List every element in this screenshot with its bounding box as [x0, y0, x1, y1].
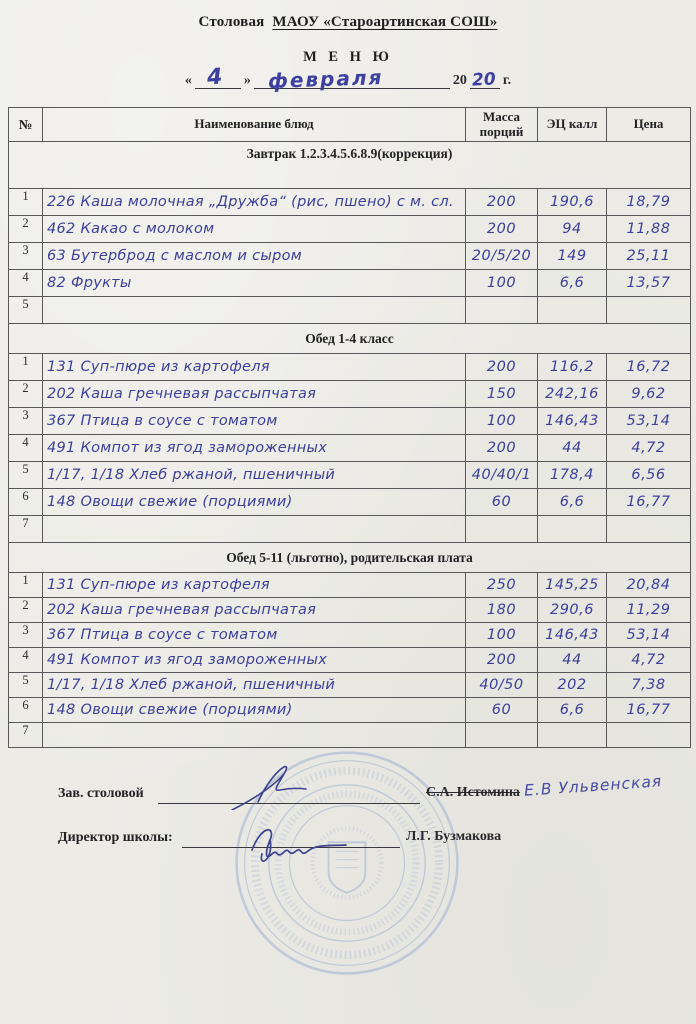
kcal-value: 116,2: [538, 354, 607, 381]
menu-row: [9, 489, 691, 516]
dish-name: 148 Овощи свежие (порциями): [43, 489, 466, 516]
price-value: [607, 297, 691, 324]
dish-name: 82 Фрукты: [43, 270, 466, 297]
price-value: 13,57: [607, 270, 691, 297]
kcal-value: 6,6: [538, 698, 607, 723]
menu-row: [9, 723, 691, 748]
section-lunch-5-11: [9, 543, 691, 748]
kcal-value: 146,43: [538, 623, 607, 648]
price-value: [607, 723, 691, 748]
row-number: 5: [9, 462, 43, 489]
row-number: 4: [9, 648, 43, 673]
dish-name: 367 Птица в соусе с томатом: [43, 408, 466, 435]
row-number: 2: [9, 216, 43, 243]
price-value: 11,88: [607, 216, 691, 243]
price-value: 20,84: [607, 573, 691, 598]
price-value: 53,14: [607, 623, 691, 648]
kcal-value: 44: [538, 648, 607, 673]
menu-row: [9, 216, 691, 243]
dish-name: 226 Каша молочная „Дружба“ (рис, пшено) с м. сл.: [43, 189, 466, 216]
row-number: 7: [9, 723, 43, 748]
year-prefix: 20: [452, 73, 467, 88]
col-header-mass: Масса порций: [466, 108, 538, 142]
kcal-value: 145,25: [538, 573, 607, 598]
row-number: 1: [9, 573, 43, 598]
menu-row: [9, 270, 691, 297]
manager-name-printed: С.А. Истомина: [426, 785, 520, 800]
menu-row: [9, 623, 691, 648]
menu-row: [9, 381, 691, 408]
kcal-value: [538, 723, 607, 748]
quote-close: »: [243, 73, 251, 88]
kcal-value: 44: [538, 435, 607, 462]
price-value: 16,77: [607, 489, 691, 516]
mass-value: [466, 297, 538, 324]
price-value: 11,29: [607, 598, 691, 623]
handwritten-year: 20: [471, 69, 497, 91]
table-header: [9, 108, 691, 142]
mass-value: 200: [466, 189, 538, 216]
menu-title: М Е Н Ю: [303, 49, 393, 65]
mass-value: 100: [466, 270, 538, 297]
mass-value: 200: [466, 648, 538, 673]
mass-value: 100: [466, 623, 538, 648]
row-number: 6: [9, 489, 43, 516]
handwritten-day: 4: [206, 64, 224, 91]
menu-row: [9, 462, 691, 489]
price-value: 4,72: [607, 648, 691, 673]
section-breakfast: [9, 142, 691, 324]
year-blank: [470, 68, 500, 89]
dish-name: 367 Птица в соусе с томатом: [43, 623, 466, 648]
handwritten-month: февраля: [267, 64, 384, 94]
price-value: [607, 516, 691, 543]
dish-name: [43, 723, 466, 748]
dish-name: 63 Бутерброд с маслом и сыром: [43, 243, 466, 270]
dish-name: 462 Какао с молоком: [43, 216, 466, 243]
manager-signature: [228, 758, 358, 810]
menu-row: [9, 673, 691, 698]
col-header-dish: Наименование блюд: [43, 108, 466, 142]
director-signature: [246, 816, 386, 868]
row-number: 2: [9, 598, 43, 623]
col-header-kcal: ЭЦ калл: [538, 108, 607, 142]
row-number: 5: [9, 673, 43, 698]
dish-name: [43, 297, 466, 324]
mass-value: 200: [466, 354, 538, 381]
org-prefix: Столовая: [198, 14, 265, 30]
dish-name: [43, 516, 466, 543]
mass-value: 60: [466, 489, 538, 516]
menu-row: [9, 698, 691, 723]
mass-value: [466, 723, 538, 748]
dish-name: 131 Суп-пюре из картофеля: [43, 573, 466, 598]
price-value: 6,56: [607, 462, 691, 489]
row-number: 6: [9, 698, 43, 723]
dish-name: 202 Каша гречневая рассыпчатая: [43, 381, 466, 408]
kcal-value: 290,6: [538, 598, 607, 623]
price-value: 9,62: [607, 381, 691, 408]
dish-name: 148 Овощи свежие (порциями): [43, 698, 466, 723]
section-title-row: [9, 543, 691, 573]
mass-value: [466, 516, 538, 543]
col-header-number: №: [9, 108, 43, 142]
menu-row: [9, 408, 691, 435]
kcal-value: [538, 297, 607, 324]
dish-name: 131 Суп-пюре из картофеля: [43, 354, 466, 381]
year-suffix: г.: [502, 73, 512, 88]
manager-name-handwritten: Е.В Ульвенская: [523, 772, 663, 800]
mass-value: 100: [466, 408, 538, 435]
menu-row: [9, 435, 691, 462]
mass-value: 20/5/20: [466, 243, 538, 270]
price-value: 25,11: [607, 243, 691, 270]
mass-value: 200: [466, 216, 538, 243]
menu-row: [9, 598, 691, 623]
menu-table: [8, 107, 691, 748]
price-value: 16,77: [607, 698, 691, 723]
row-number: 7: [9, 516, 43, 543]
manager-label: Зав. столовой: [58, 786, 144, 801]
row-number: 5: [9, 297, 43, 324]
section-title-row: [9, 324, 691, 354]
section-title-row: [9, 142, 691, 189]
kcal-value: [538, 516, 607, 543]
price-value: 7,38: [607, 673, 691, 698]
dish-name: 491 Компот из ягод замороженных: [43, 648, 466, 673]
org-name: МАОУ «Староартинская СОШ»: [272, 14, 498, 30]
organization-title: [0, 14, 696, 31]
mass-value: 40/40/1: [466, 462, 538, 489]
price-value: 16,72: [607, 354, 691, 381]
row-number: 3: [9, 408, 43, 435]
quote-open: «: [184, 73, 192, 88]
kcal-value: 149: [538, 243, 607, 270]
row-number: 1: [9, 189, 43, 216]
col-header-price: Цена: [607, 108, 691, 142]
row-number: 4: [9, 270, 43, 297]
row-number: 1: [9, 354, 43, 381]
kcal-value: 178,4: [538, 462, 607, 489]
menu-row: [9, 189, 691, 216]
price-value: 53,14: [607, 408, 691, 435]
kcal-value: 94: [538, 216, 607, 243]
dish-name: 1/17, 1/18 Хлеб ржаной, пшеничный: [43, 673, 466, 698]
date-line: [0, 64, 696, 94]
price-value: 18,79: [607, 189, 691, 216]
kcal-value: 146,43: [538, 408, 607, 435]
mass-value: 250: [466, 573, 538, 598]
menu-row: [9, 648, 691, 673]
mass-value: 180: [466, 598, 538, 623]
dish-name: 491 Компот из ягод замороженных: [43, 435, 466, 462]
menu-row: [9, 243, 691, 270]
price-value: 4,72: [607, 435, 691, 462]
kcal-value: 6,6: [538, 489, 607, 516]
section-title-breakfast: Завтрак 1.2.3.4.5.6.8.9(коррекция): [9, 142, 691, 189]
section-title-lunch-5-11: Обед 5-11 (льготно), родительская плата: [9, 543, 691, 573]
row-number: 3: [9, 623, 43, 648]
menu-row: [9, 573, 691, 598]
kcal-value: 190,6: [538, 189, 607, 216]
kcal-value: 202: [538, 673, 607, 698]
mass-value: 150: [466, 381, 538, 408]
document-header: [0, 14, 696, 94]
row-number: 4: [9, 435, 43, 462]
row-number: 3: [9, 243, 43, 270]
menu-row: [9, 297, 691, 324]
day-blank: [195, 64, 241, 91]
section-lunch-1-4: [9, 324, 691, 543]
mass-value: 40/50: [466, 673, 538, 698]
kcal-value: 6,6: [538, 270, 607, 297]
kcal-value: 242,16: [538, 381, 607, 408]
section-title-lunch-1-4: Обед 1-4 класс: [9, 324, 691, 354]
dish-name: 1/17, 1/18 Хлеб ржаной, пшеничный: [43, 462, 466, 489]
menu-row: [9, 354, 691, 381]
director-label: Директор школы:: [58, 830, 173, 845]
menu-row: [9, 516, 691, 543]
month-blank: [254, 64, 450, 94]
director-name-printed: Л.Г. Бузмакова: [406, 829, 502, 844]
mass-value: 60: [466, 698, 538, 723]
row-number: 2: [9, 381, 43, 408]
mass-value: 200: [466, 435, 538, 462]
dish-name: 202 Каша гречневая рассыпчатая: [43, 598, 466, 623]
